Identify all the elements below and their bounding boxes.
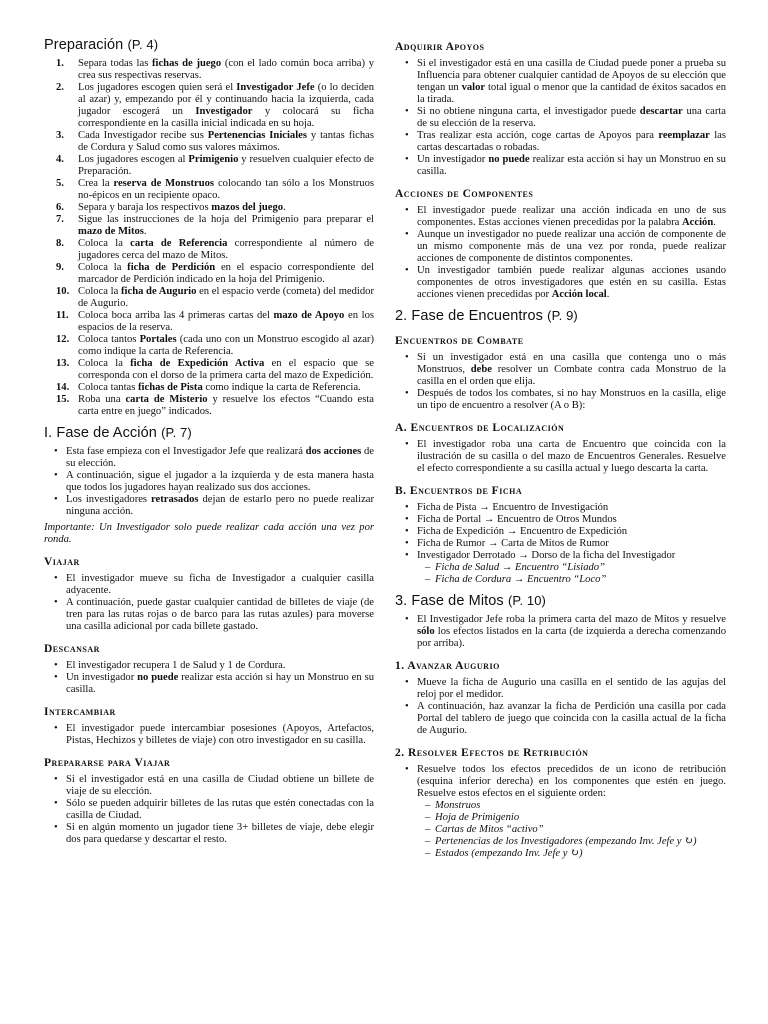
bullet-item: • Ficha de Expedición → Encuentro de Expedición: [395, 526, 726, 538]
bullet-item: • A continuación, haz avanzar la ficha de Perdición una casilla por cada Portal del tablero de juego que coincida con la casilla actual de la ficha de Augurio.: [395, 701, 726, 737]
subheading-intercambiar: Intercambiar: [44, 706, 116, 718]
bullet-item: • Ficha de Portal → Encuentro de Otros Mundos: [395, 514, 726, 526]
step-number: 13.: [56, 358, 70, 369]
step-number: 10.: [56, 286, 70, 297]
bullet-item: • Mueve la ficha de Augurio una casilla en el sentido de las agujas del reloj por el medidor.: [395, 677, 726, 701]
numbered-step: [44, 394, 374, 418]
step-text: Roba una carta de Misterio y resuelve los efectos “Cuando esta carta entre en juego” indicados.: [78, 394, 374, 417]
heading-text: I. Fase de Acción: [44, 425, 157, 441]
retribucion-sub-bullets: [395, 800, 726, 860]
numbered-step: [44, 178, 374, 202]
subheading-prepararse: Prepararse para Viajar: [44, 757, 171, 769]
augurio-bullets: [395, 677, 726, 737]
right-column: [395, 36, 726, 860]
page-ref: (P. 10): [507, 593, 546, 608]
bullet-item: • Los investigadores retrasados dejan de estarlo pero no puede realizar ninguna acción.: [44, 494, 374, 518]
step-number: 9.: [56, 262, 64, 273]
bullet-item: • Un investigador no puede realizar esta acción si hay un Monstruo en su casilla.: [44, 672, 374, 696]
left-column: [44, 36, 374, 846]
bullet-item: • Si el investigador está en una casilla de Ciudad puede poner a prueba su Influencia para obtener cualquier cantidad de Apoyos de su elección que tengan un valor total igual o menor que la cantidad de éxitos sacados en la tirada.: [395, 58, 726, 106]
section-heading-preparacion: [44, 36, 374, 54]
bullet-item: • El investigador roba una carta de Encuentro que coincida con la ilustración de su casilla o del mazo de Encuentros Generales. Resuelve el efecto correspondiente a su casilla actual y luego descarta la carta.: [395, 439, 726, 475]
intercambiar-bullets: [44, 723, 374, 747]
section-heading-mitos: [395, 592, 726, 610]
step-text: Coloca la carta de Referencia correspondiente al número de jugadores cerca del mazo de Mitos.: [78, 238, 374, 261]
step-number: 1.: [56, 58, 64, 69]
numbered-step: [44, 310, 374, 334]
subheading-adquirir: Adquirir Apoyos: [395, 41, 485, 53]
bullet-item: • El investigador puede intercambiar posesiones (Apoyos, Artefactos, Pistas, Hechizos y billetes de viaje) con otro investigador en su casilla.: [44, 723, 374, 747]
bullet-item: • A continuación, sigue el jugador a la izquierda y de esta manera hasta que todos los jugadores hayan realizado sus dos acciones.: [44, 470, 374, 494]
step-text: Coloca tantas fichas de Pista como indique la carta de Referencia.: [78, 382, 361, 393]
bullet-item: • Sólo se pueden adquirir billetes de las rutas que estén conectadas con la casilla de Ciudad.: [44, 798, 374, 822]
prep-steps-list: [44, 58, 374, 418]
page-ref: (P. 7): [161, 425, 192, 440]
section-heading-encuentros: [395, 307, 726, 325]
bullet-item: • Investigador Derrotado → Dorso de la ficha del Investigador: [395, 550, 726, 562]
subheading-augurio: 1. Avanzar Augurio: [395, 660, 500, 672]
step-text: Separa y baraja los respectivos mazos del juego.: [78, 202, 286, 213]
bullet-item: • Si no obtiene ninguna carta, el investigador puede descartar una carta de su elección de la reserva.: [395, 106, 726, 130]
important-note: Importante: Un Investigador solo puede realizar cada acción una vez por ronda.: [44, 522, 374, 545]
step-number: 6.: [56, 202, 64, 213]
subheading-retribucion: 2. Resolver Efectos de Retribución: [395, 747, 589, 759]
adquirir-bullets: [395, 58, 726, 178]
bullet-item: • Ficha de Rumor → Carta de Mitos de Rumor: [395, 538, 726, 550]
heading-text: Preparación: [44, 37, 124, 53]
step-text: Separa todas las fichas de juego (con el lado común boca arriba) y crea sus respectivas reservas.: [78, 58, 374, 81]
bullet-item: – Pertenencias de los Investigadores (empezando Inv. Jefe y ↻): [395, 836, 726, 848]
subheading-componentes: Acciones de Componentes: [395, 188, 534, 200]
mitos-bullets: [395, 614, 726, 650]
bullet-item: – Cartas de Mitos “activo”: [395, 824, 726, 836]
accion-bullets: [44, 446, 374, 518]
numbered-step: [44, 382, 374, 394]
bullet-item: • Aunque un investigador no puede realizar una acción de componente de un mismo componente más de una vez por ronda, puede realizar acciones de componente de distintos componentes.: [395, 229, 726, 265]
bullet-item: • Tras realizar esta acción, coge cartas de Apoyos para reemplazar las cartas descartadas o robadas.: [395, 130, 726, 154]
step-number: 8.: [56, 238, 64, 249]
componentes-bullets: [395, 205, 726, 301]
bullet-item: • Un investigador también puede realizar algunas acciones usando componentes de otros investigadores que estén en su casilla. Estas acciones vienen precedidas por Acción local.: [395, 265, 726, 301]
retribucion-bullets: [395, 764, 726, 800]
page-ref: (P. 4): [127, 37, 159, 52]
bullet-item: – Ficha de Salud → Encuentro “Lisiado”: [395, 562, 726, 574]
subheading-descansar: Descansar: [44, 643, 100, 655]
prepararse-bullets: [44, 774, 374, 846]
ficha-sub-bullets: [395, 562, 726, 586]
step-number: 3.: [56, 130, 64, 141]
step-text: Coloca la ficha de Augurio en el espacio verde (cometa) del medidor de Augurio.: [78, 286, 374, 309]
step-number: 7.: [56, 214, 64, 225]
subheading-ficha: B. Encuentros de Ficha: [395, 485, 523, 497]
combate-bullets: [395, 352, 726, 412]
step-number: 14.: [56, 382, 70, 393]
page-ref: (P. 9): [547, 308, 578, 323]
heading-text: 3. Fase de Mitos: [395, 593, 504, 609]
bullet-item: • Ficha de Pista → Encuentro de Investigación: [395, 502, 726, 514]
bullet-item: – Hoja de Primigenio: [395, 812, 726, 824]
bullet-item: • El Investigador Jefe roba la primera carta del mazo de Mitos y resuelve sólo los efectos listados en la carta (de izquierda a derecha comenzando por arriba).: [395, 614, 726, 650]
bullet-item: • El investigador mueve su ficha de Investigador a cualquier casilla adyacente.: [44, 573, 374, 597]
subheading-combate: Encuentros de Combate: [395, 335, 524, 347]
numbered-step: [44, 130, 374, 154]
numbered-step: [44, 214, 374, 238]
bullet-item: • Después de todos los combates, si no hay Monstruos en la casilla, elige un tipo de encuentro a resolver (A o B):: [395, 388, 726, 412]
bullet-item: • Si en algún momento un jugador tiene 3+ billetes de viaje, debe elegir dos para quedarse y descartar el resto.: [44, 822, 374, 846]
step-text: Crea la reserva de Monstruos colocando tan sólo a los Monstruos no-épicos en un recipiente opaco.: [78, 178, 374, 201]
step-number: 4.: [56, 154, 64, 165]
step-number: 11.: [56, 310, 69, 321]
numbered-step: [44, 238, 374, 262]
numbered-step: [44, 262, 374, 286]
section-heading-accion: [44, 424, 374, 442]
bullet-item: • El investigador recupera 1 de Salud y 1 de Cordura.: [44, 660, 374, 672]
ficha-bullets: [395, 502, 726, 562]
step-text: Los jugadores escogen al Primigenio y resuelven cualquier efecto de Preparación.: [78, 154, 375, 177]
bullet-item: – Ficha de Cordura → Encuentro “Loco”: [395, 574, 726, 586]
step-text: Coloca tantos Portales (cada uno con un Monstruo escogido al azar) como indique la carta de Referencia.: [78, 334, 374, 357]
step-number: 5.: [56, 178, 64, 189]
step-text: Sigue las instrucciones de la hoja del Primigenio para preparar el mazo de Mitos.: [78, 214, 374, 237]
step-text: Cada Investigador recibe sus Pertenencias Iniciales y tantas fichas de Cordura y Salud como sus valores máximos.: [78, 130, 374, 153]
descansar-bullets: [44, 660, 374, 696]
bullet-item: – Monstruos: [395, 800, 726, 812]
numbered-step: [44, 154, 374, 178]
numbered-step: [44, 82, 374, 130]
bullet-item: – Estados (empezando Inv. Jefe y ↻): [395, 848, 726, 860]
bullet-item: • Un investigador no puede realizar esta acción si hay un Monstruo en su casilla.: [395, 154, 726, 178]
bullet-item: • Si un investigador está en una casilla que contenga uno o más Monstruos, debe resolver un Combate contra cada Monstruo de la casilla en el orden que elija.: [395, 352, 726, 388]
numbered-step: [44, 334, 374, 358]
bullet-item: • El investigador puede realizar una acción indicada en uno de sus componentes. Estas acciones vienen precedidas por la palabra Acción.: [395, 205, 726, 229]
numbered-step: [44, 358, 374, 382]
step-text: Coloca la ficha de Expedición Activa en el espacio que se corresponda con el dorso de la primera carta del mazo de Expedición.: [78, 358, 375, 381]
bullet-item: • A continuación, puede gastar cualquier cantidad de billetes de viaje (de tren para las rutas rojas o de barco para las rutas azules) para moverse una casilla adicional por cada billete gastado.: [44, 597, 374, 633]
step-number: 12.: [56, 334, 70, 345]
step-text: Coloca la ficha de Perdición en el espacio correspondiente del marcador de Perdición indicado en la hoja del Primigenio.: [78, 262, 375, 285]
heading-text: 2. Fase de Encuentros: [395, 308, 543, 324]
step-number: 15.: [56, 394, 70, 405]
viajar-bullets: [44, 573, 374, 633]
bullet-item: • Si el investigador está en una casilla de Ciudad obtiene un billete de viaje de su elección.: [44, 774, 374, 798]
step-text: Los jugadores escogen quien será el Investigador Jefe (o lo deciden al azar) y, empezando por él y continuando hacia la izquierda, cada jugador escogerá un Investigador y colocará su ficha correspondiente en la casilla inicial indicada en su hoja.: [78, 82, 375, 129]
numbered-step: [44, 286, 374, 310]
localizacion-bullets: [395, 439, 726, 475]
step-number: 2.: [56, 82, 64, 93]
numbered-step: [44, 202, 374, 214]
subheading-localizacion: A. Encuentros de Localización: [395, 422, 565, 434]
step-text: Coloca boca arriba las 4 primeras cartas del mazo de Apoyo en los espacios de la reserva.: [78, 310, 374, 333]
bullet-item: • Esta fase empieza con el Investigador Jefe que realizará dos acciones de su elección.: [44, 446, 374, 470]
subheading-viajar: Viajar: [44, 556, 80, 568]
bullet-item: • Resuelve todos los efectos precedidos de un icono de retribución (esquina inferior derecha) en los componentes que estén en juego. Resuelve estos efectos en el siguiente orden:: [395, 764, 726, 800]
numbered-step: [44, 58, 374, 82]
